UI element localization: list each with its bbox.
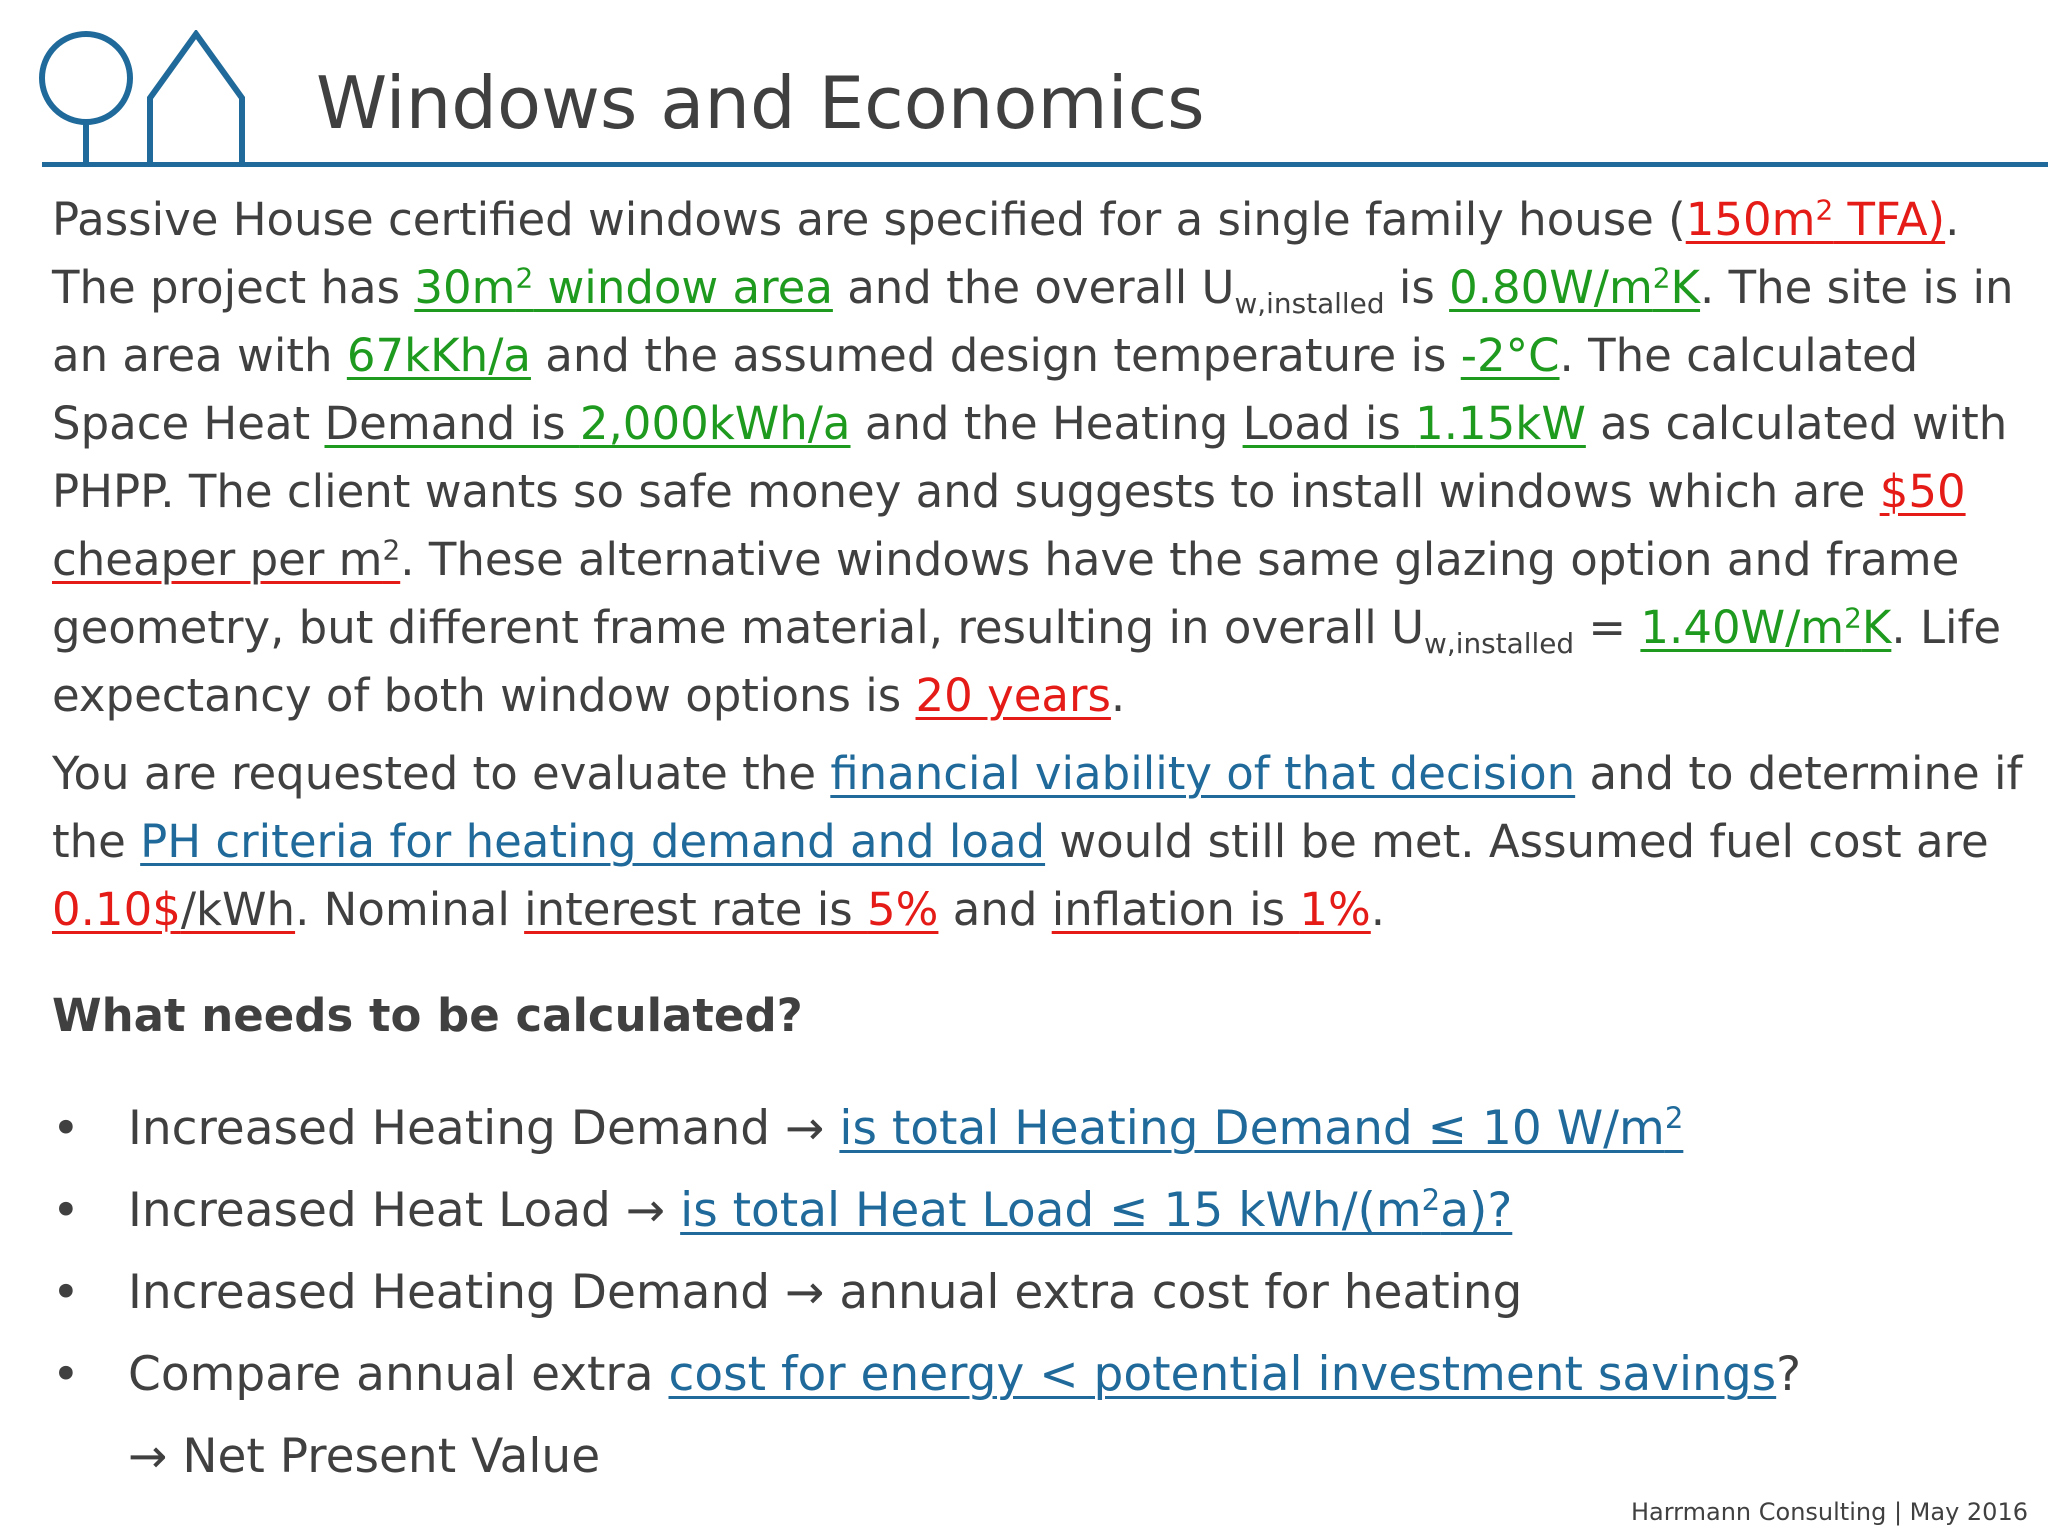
footer: Harrmann Consulting | May 2016	[1630, 1498, 2028, 1526]
arrow-right-icon: →	[128, 1429, 168, 1484]
list-item: • Increased Heating Demand → is total Heating Demand ≤ 10 $W/m^2$	[52, 1088, 1801, 1170]
list-item: • Compare annual extra cost for energy < potential investment savings? → Net Present Value	[52, 1334, 1801, 1498]
design-temperature: -2°C	[1460, 329, 1560, 382]
ph-criteria-link: PH criteria for heating demand and load	[140, 815, 1046, 868]
task-paragraph: You are requested to evaluate the financial viability of that decision and to determine if the PH criteria for heating demand and load would still be met. Assumed fuel cost are 0.10$/kWh. Nominal interest rate is 5% and inflation is 1%.	[52, 747, 2023, 936]
heating-load: Load is 1.15kW	[1242, 397, 1586, 450]
bullet-marker: •	[52, 1347, 80, 1402]
window-area-value: $30m^2$ window area	[414, 261, 833, 314]
life-expectancy: 20 years	[915, 669, 1111, 722]
body-text	[52, 186, 2032, 944]
section-heading: What needs to be calculated?	[52, 989, 803, 1042]
heat-load-criterion: is total Heat Load ≤ 15 kWh/$(m^2a)$?	[680, 1182, 1513, 1238]
problem-paragraph: Passive House certified windows are specified for a single family house ($150m^2$ TFA). The project has $30m^2$ window area and the overall $U_{w,installed}$ is $0.80W/m^2K$. The site is in an area with 67kKh/a and the assumed design temperature is -2°C. The calculated Space Heat Demand is 2,000kWh/a and the Heating Load is 1.15kW as calculated with PHPP. The client wants so safe money and suggests to install windows which are $50 cheaper per $m^2$. These alternative windows have the same glazing option and frame geometry, but different frame material, resulting in overall $U_{w,installed} = 1.40W/m^2K$. Life expectancy of both window options is 20 years.	[52, 193, 2014, 722]
heat-demand: Demand is 2,000kWh/a	[324, 397, 851, 450]
inflation-rate: inflation is 1%	[1051, 883, 1371, 936]
heating-demand-criterion: is total Heating Demand ≤ 10 $W/m^2$	[839, 1100, 1684, 1156]
price-saving: $50 cheaper per $m^2$	[52, 465, 1966, 586]
tfa-value: $150m^2$ TFA)	[1685, 193, 1946, 246]
list-item: • Increased Heat Load → is total Heat Load ≤ 15 kWh/$(m^2a)$?	[52, 1170, 1801, 1252]
bullet-marker: •	[52, 1183, 80, 1238]
house-icon	[150, 34, 242, 164]
calculation-list	[52, 1088, 1801, 1498]
logo	[38, 30, 258, 166]
arrow-right-icon: →	[785, 1101, 825, 1156]
list-item: • Increased Heating Demand → annual extra cost for heating	[52, 1252, 1801, 1334]
interest-rate: interest rate is 5%	[524, 883, 939, 936]
fuel-cost: 0.10$/kWh	[52, 883, 296, 936]
header-divider	[42, 162, 2048, 167]
financial-viability-link: financial viability of that decision	[830, 747, 1576, 800]
page-title: Windows and Economics	[316, 61, 1205, 145]
bullet-marker: •	[52, 1265, 80, 1320]
arrow-right-icon: →	[785, 1265, 825, 1320]
net-present-value: Net Present Value	[182, 1429, 601, 1484]
u-value-alternative: $1.40W/m^2K$	[1640, 601, 1892, 654]
arrow-right-icon: →	[625, 1183, 666, 1238]
bullet-marker: •	[52, 1101, 80, 1156]
tree-icon	[42, 34, 130, 164]
energy-vs-savings-link: cost for energy < potential investment savings	[668, 1347, 1777, 1402]
u-value-installed: $0.80W/m^2K$	[1449, 261, 1701, 314]
heating-degree-hours: 67kKh/a	[346, 329, 531, 382]
